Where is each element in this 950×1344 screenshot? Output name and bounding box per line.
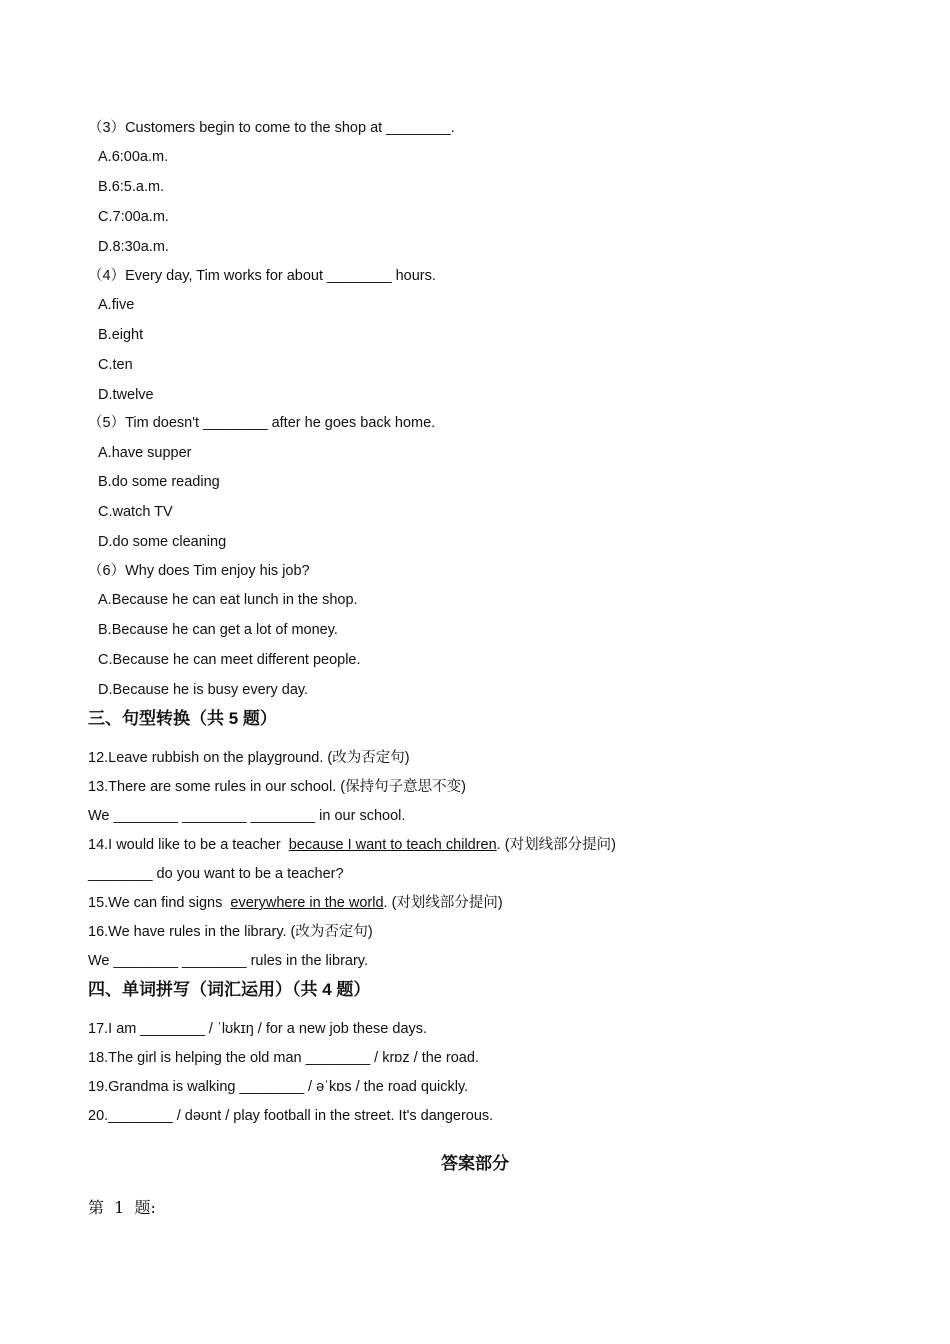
section-4-title: 四、单词拼写（词汇运用）（共 4 题） (88, 980, 371, 999)
question-5-stem: （5）Tim doesn't ________ after he goes back home. (88, 415, 436, 431)
answer-1-heading: 第 1 题: (88, 1198, 156, 1217)
question-4-option-a: A.five (98, 297, 135, 313)
question-3-option-c: C.7:00a.m. (98, 209, 169, 225)
question-15-prefix: 15.We can find signs (88, 895, 231, 911)
question-3-option-d: D.8:30a.m. (98, 239, 169, 255)
question-15-suffix: . (对划线部分提问) (383, 895, 503, 911)
question-3-stem: （3）Customers begin to come to the shop at ________. (88, 120, 455, 136)
question-14-underlined: because I want to teach children (288, 837, 497, 853)
question-4-option-d: D.twelve (98, 387, 154, 403)
question-6-stem: （6）Why does Tim enjoy his job? (88, 563, 310, 579)
question-6-option-b: B.Because he can get a lot of money. (98, 622, 338, 638)
question-19: 19.Grandma is walking ________ / əˈkɒs / the road quickly. (88, 1079, 469, 1095)
question-16: 16.We have rules in the library. (改为否定句) (88, 924, 373, 940)
question-14-suffix: . (对划线部分提问) (496, 837, 616, 853)
question-6-option-c: C.Because he can meet different people. (98, 652, 361, 668)
question-18: 18.The girl is helping the old man ________ / krɒz / the road. (88, 1050, 479, 1066)
question-5-option-a: A.have supper (98, 445, 192, 461)
question-6-option-d: D.Because he is busy every day. (98, 682, 309, 698)
question-14 (88, 836, 616, 854)
question-5-option-b: B.do some reading (98, 474, 220, 490)
question-4-stem: （4）Every day, Tim works for about ________ hours. (88, 268, 436, 284)
question-15 (88, 894, 503, 912)
answers-title: 答案部分 (441, 1154, 509, 1173)
question-5-option-d: D.do some cleaning (98, 534, 227, 550)
question-15-underlined: everywhere in the world (230, 895, 384, 911)
question-5-option-c: C.watch TV (98, 504, 173, 520)
question-20: 20.________ / dəʊnt / play football in the street. It's dangerous. (88, 1108, 494, 1124)
question-3-option-a: A.6:00a.m. (98, 149, 169, 165)
question-14-prefix: 14.I would like to be a teacher (88, 837, 289, 853)
question-4-option-b: B.eight (98, 327, 144, 343)
question-14-blank: ________ do you want to be a teacher? (88, 866, 344, 882)
question-13-blank: We ________ ________ ________ in our school. (88, 808, 406, 824)
question-6-option-a: A.Because he can eat lunch in the shop. (98, 592, 358, 608)
question-16-blank: We ________ ________ rules in the library. (88, 953, 368, 969)
section-3-title: 三、句型转换（共 5 题） (88, 709, 277, 728)
question-4-option-c: C.ten (98, 357, 133, 373)
question-13: 13.There are some rules in our school. (保持句子意思不变) (88, 779, 466, 795)
question-17: 17.I am ________ / ˈlʊkɪŋ / for a new job these days. (88, 1021, 428, 1037)
question-3-option-b: B.6:5.a.m. (98, 179, 165, 195)
question-12: 12.Leave rubbish on the playground. (改为否定句) (88, 750, 410, 766)
